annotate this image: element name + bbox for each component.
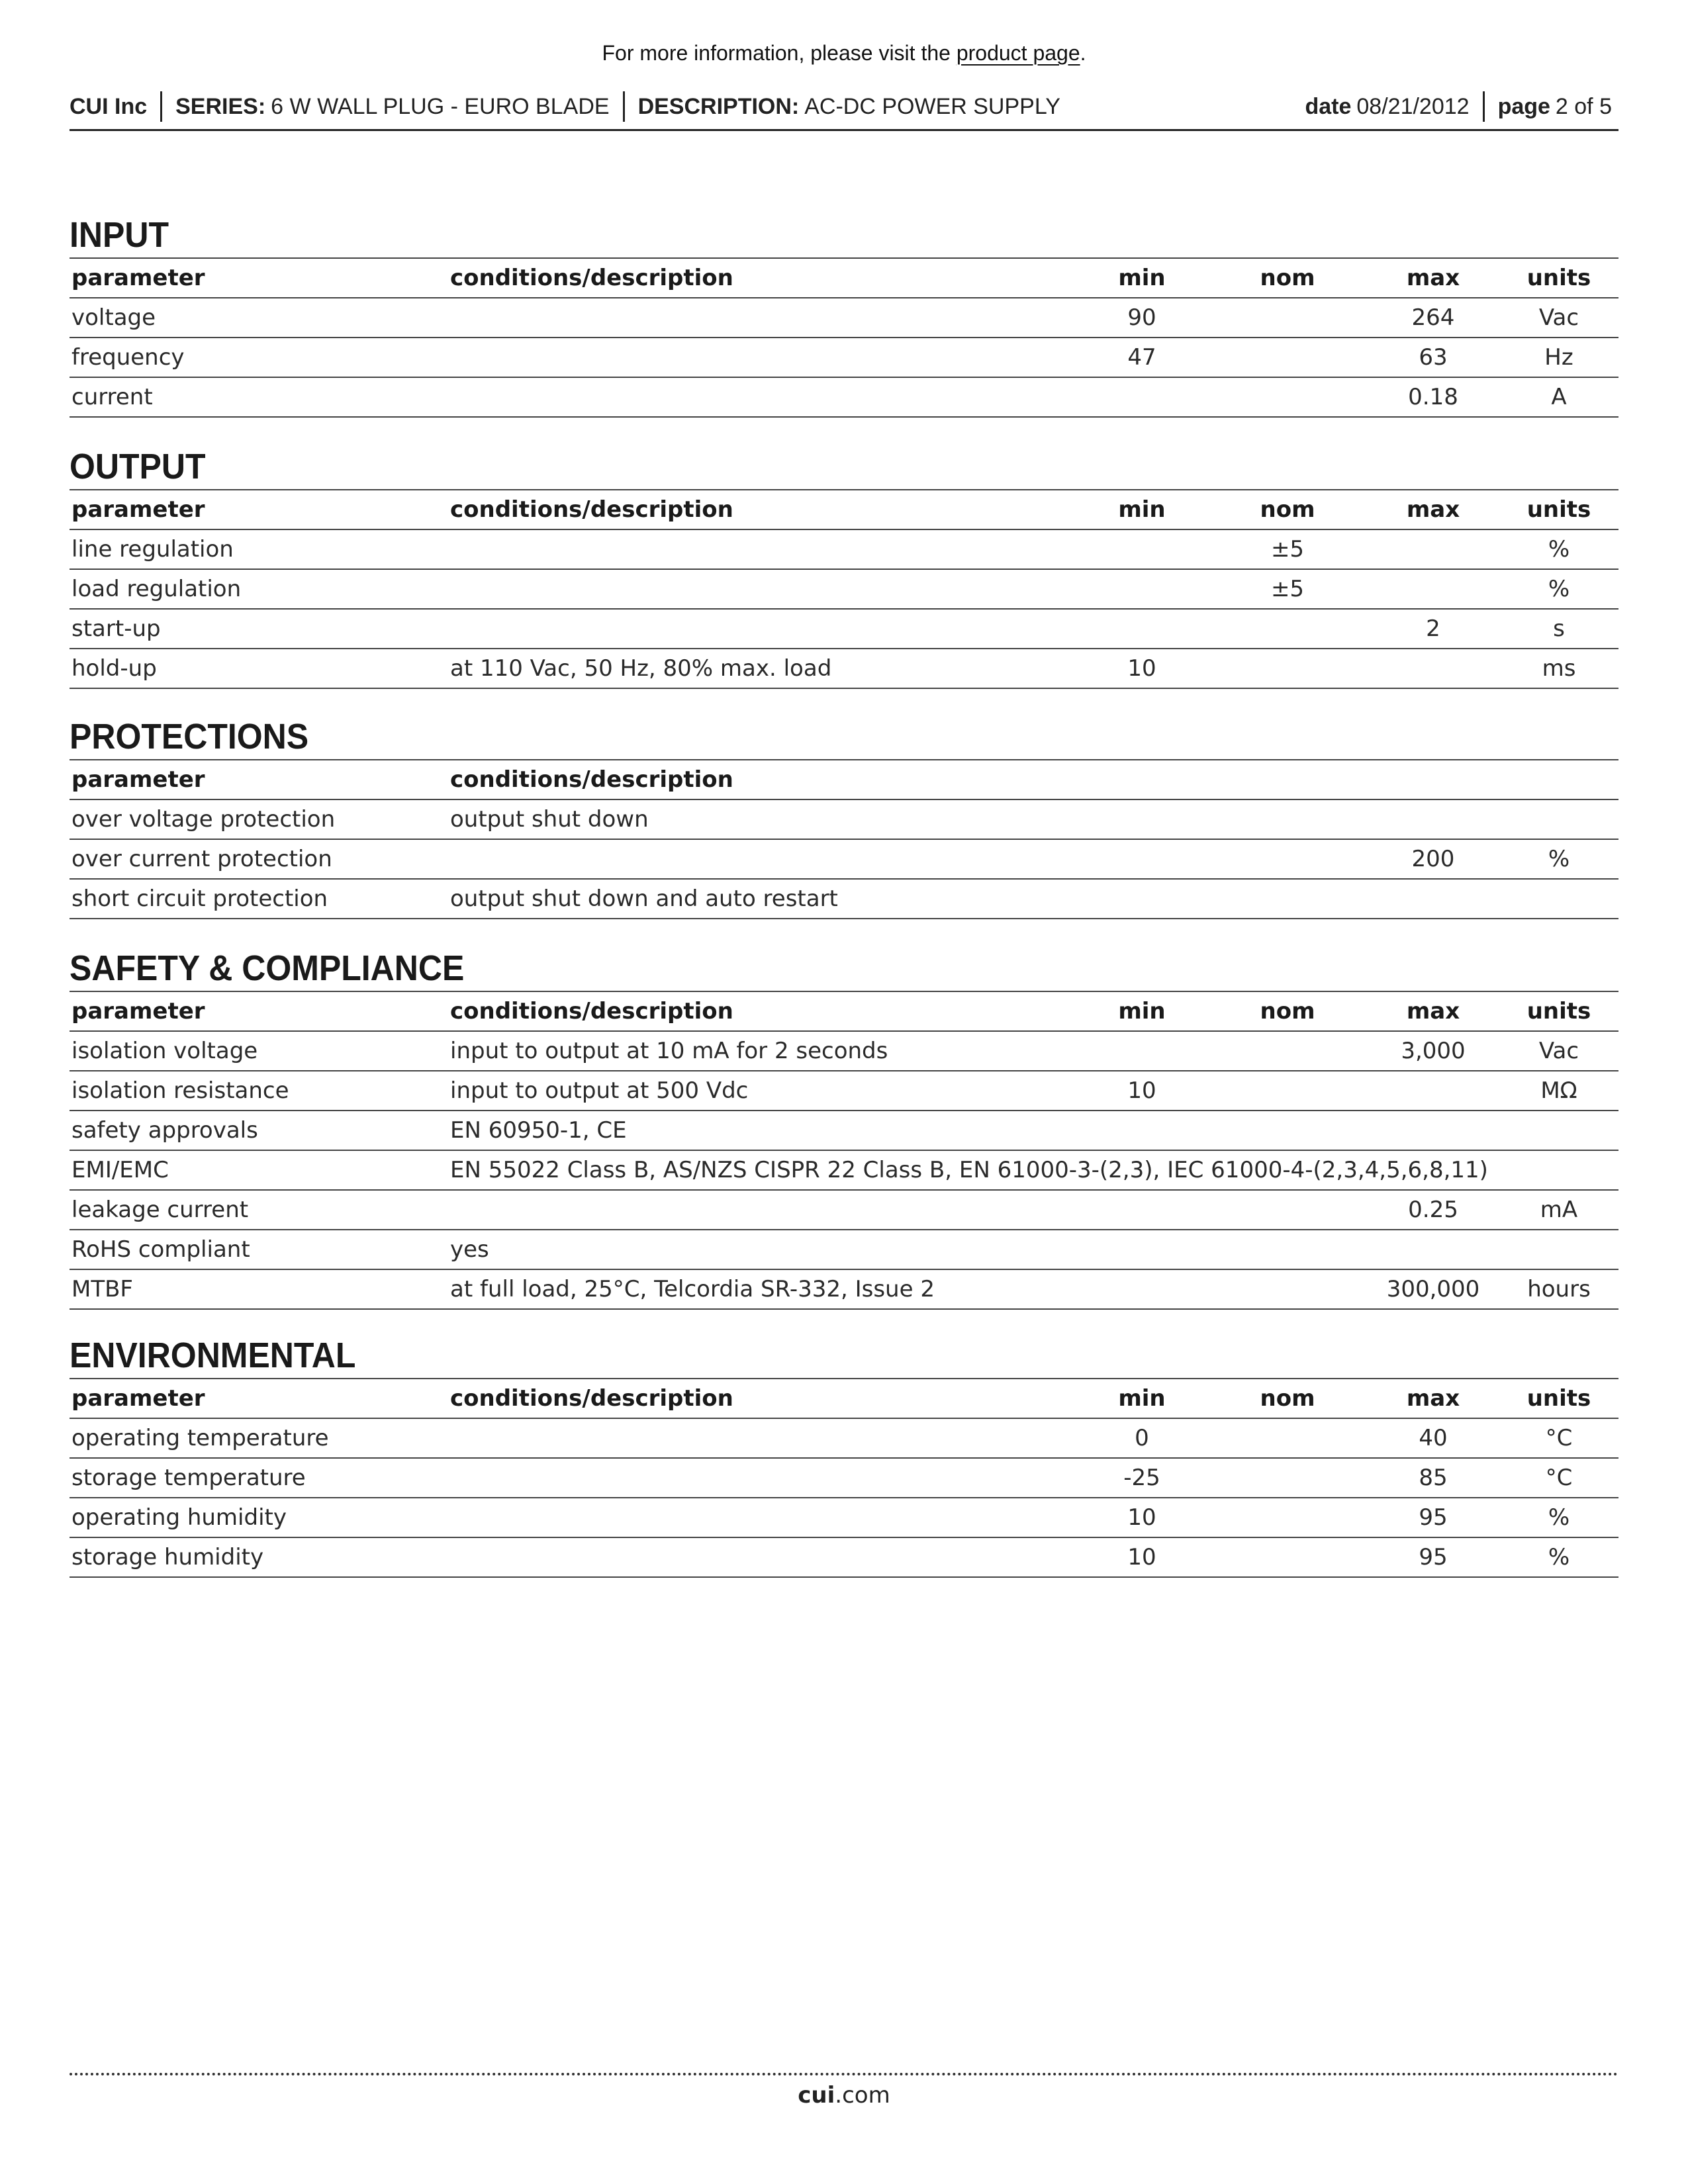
column-header-nom: nom bbox=[1208, 1379, 1367, 1418]
cell-nom: ±5 bbox=[1208, 569, 1367, 609]
cell-units bbox=[1499, 879, 1618, 919]
table-row bbox=[70, 1150, 1618, 1190]
table-row bbox=[70, 1230, 1618, 1269]
cell-conditions bbox=[448, 338, 1076, 377]
table-row bbox=[70, 1418, 1618, 1458]
cell-parameter: frequency bbox=[70, 338, 448, 377]
table-row bbox=[70, 1269, 1618, 1309]
cell-units: mA bbox=[1499, 1190, 1618, 1230]
column-header-conditions: conditions/description bbox=[448, 258, 1076, 298]
cell-parameter: isolation resistance bbox=[70, 1071, 448, 1111]
table-row bbox=[70, 1111, 1618, 1150]
cell-nom bbox=[1208, 799, 1367, 839]
column-header-conditions: conditions/description bbox=[448, 490, 1076, 529]
column-header-max: max bbox=[1367, 991, 1499, 1031]
cell-min bbox=[1076, 1269, 1208, 1309]
cell-max bbox=[1367, 649, 1499, 688]
cell-conditions bbox=[448, 377, 1076, 417]
column-header-parameter: parameter bbox=[70, 1379, 448, 1418]
column-header-units: units bbox=[1499, 991, 1618, 1031]
footer-divider bbox=[70, 2073, 1618, 2075]
cell-max: 3,000 bbox=[1367, 1031, 1499, 1071]
header-divider bbox=[1483, 91, 1485, 122]
cell-min bbox=[1076, 1230, 1208, 1269]
table-row bbox=[70, 1458, 1618, 1498]
column-header-max: max bbox=[1367, 1379, 1499, 1418]
cell-nom bbox=[1208, 298, 1367, 338]
cell-parameter: start-up bbox=[70, 609, 448, 649]
section-title: SAFETY & COMPLIANCE bbox=[70, 948, 465, 988]
table-header-row bbox=[70, 258, 1618, 298]
cell-parameter: voltage bbox=[70, 298, 448, 338]
header-divider bbox=[623, 91, 625, 122]
column-header-min: min bbox=[1076, 258, 1208, 298]
cell-units: MΩ bbox=[1499, 1071, 1618, 1111]
footer bbox=[0, 2082, 1688, 2109]
section-title: PROTECTIONS bbox=[70, 716, 309, 756]
cell-nom bbox=[1208, 1498, 1367, 1537]
cell-conditions: at full load, 25°C, Telcordia SR-332, Issue 2 bbox=[448, 1269, 1076, 1309]
table-header-row bbox=[70, 760, 1618, 799]
column-header-parameter: parameter bbox=[70, 760, 448, 799]
cell-min bbox=[1076, 1111, 1208, 1150]
cell-parameter: leakage current bbox=[70, 1190, 448, 1230]
cell-max: 300,000 bbox=[1367, 1269, 1499, 1309]
cell-conditions bbox=[448, 569, 1076, 609]
cell-nom bbox=[1208, 1031, 1367, 1071]
cell-units: % bbox=[1499, 1537, 1618, 1577]
cell-units: Hz bbox=[1499, 338, 1618, 377]
cell-units: A bbox=[1499, 377, 1618, 417]
cell-units: Vac bbox=[1499, 298, 1618, 338]
table-row bbox=[70, 799, 1618, 839]
cell-min: 10 bbox=[1076, 1498, 1208, 1537]
date-label: date bbox=[1305, 93, 1352, 119]
cell-conditions bbox=[448, 1498, 1076, 1537]
cell-parameter: isolation voltage bbox=[70, 1031, 448, 1071]
cell-conditions bbox=[448, 1537, 1076, 1577]
date-value: 08/21/2012 bbox=[1356, 93, 1470, 119]
cell-min bbox=[1076, 1190, 1208, 1230]
column-header-units: units bbox=[1499, 490, 1618, 529]
column-header-max: max bbox=[1367, 258, 1499, 298]
section-title: OUTPUT bbox=[70, 446, 206, 486]
cell-min: 90 bbox=[1076, 298, 1208, 338]
cell-parameter: operating temperature bbox=[70, 1418, 448, 1458]
cell-parameter: current bbox=[70, 377, 448, 417]
cell-units bbox=[1499, 1150, 1618, 1190]
table-row bbox=[70, 879, 1618, 919]
table-row bbox=[70, 609, 1618, 649]
cell-min bbox=[1076, 569, 1208, 609]
column-header-conditions: conditions/description bbox=[448, 991, 1076, 1031]
cell-max bbox=[1367, 529, 1499, 569]
cell-nom bbox=[1208, 1111, 1367, 1150]
cell-max bbox=[1367, 799, 1499, 839]
cell-max: 95 bbox=[1367, 1537, 1499, 1577]
spec-table bbox=[70, 489, 1618, 689]
section-input bbox=[70, 215, 1618, 418]
cell-max: 0.25 bbox=[1367, 1190, 1499, 1230]
table-row bbox=[70, 338, 1618, 377]
table-row bbox=[70, 839, 1618, 879]
cell-conditions: output shut down and auto restart bbox=[448, 879, 1076, 919]
cell-parameter: storage temperature bbox=[70, 1458, 448, 1498]
cell-units: % bbox=[1499, 839, 1618, 879]
table-row bbox=[70, 649, 1618, 688]
series-label: SERIES: bbox=[175, 93, 266, 119]
column-header-nom: nom bbox=[1208, 991, 1367, 1031]
cell-conditions bbox=[448, 609, 1076, 649]
page-label: page bbox=[1497, 93, 1550, 119]
cell-min bbox=[1076, 879, 1208, 919]
spec-table bbox=[70, 991, 1618, 1310]
cell-parameter: EMI/EMC bbox=[70, 1150, 448, 1190]
cell-units bbox=[1499, 799, 1618, 839]
cell-min bbox=[1076, 1031, 1208, 1071]
cell-min bbox=[1076, 799, 1208, 839]
cell-conditions bbox=[448, 1418, 1076, 1458]
description-value: AC-DC POWER SUPPLY bbox=[804, 93, 1060, 119]
cell-parameter: load regulation bbox=[70, 569, 448, 609]
cell-min: -25 bbox=[1076, 1458, 1208, 1498]
column-header-parameter: parameter bbox=[70, 490, 448, 529]
cell-min bbox=[1076, 609, 1208, 649]
table-row bbox=[70, 1071, 1618, 1111]
cell-nom bbox=[1208, 1230, 1367, 1269]
cell-conditions: input to output at 500 Vdc bbox=[448, 1071, 1076, 1111]
product-page-link[interactable]: product page bbox=[956, 41, 1080, 65]
cell-parameter: RoHS compliant bbox=[70, 1230, 448, 1269]
cell-max: 2 bbox=[1367, 609, 1499, 649]
cell-conditions bbox=[448, 529, 1076, 569]
cell-min bbox=[1076, 377, 1208, 417]
cell-parameter: safety approvals bbox=[70, 1111, 448, 1150]
cell-max: 85 bbox=[1367, 1458, 1499, 1498]
column-header-max: max bbox=[1367, 490, 1499, 529]
spec-table bbox=[70, 1378, 1618, 1578]
cell-max: 264 bbox=[1367, 298, 1499, 338]
cell-nom bbox=[1208, 879, 1367, 919]
cell-min: 47 bbox=[1076, 338, 1208, 377]
cell-units: °C bbox=[1499, 1458, 1618, 1498]
cell-conditions: EN 55022 Class B, AS/NZS CISPR 22 Class B, EN 61000-3-(2,3), IEC 61000-4-(2,3,4,5,6,8,11) bbox=[448, 1150, 1076, 1190]
cell-conditions bbox=[448, 839, 1076, 879]
cell-parameter: hold-up bbox=[70, 649, 448, 688]
section-title: INPUT bbox=[70, 214, 169, 255]
cell-min bbox=[1076, 839, 1208, 879]
cell-max bbox=[1367, 1230, 1499, 1269]
cell-units: °C bbox=[1499, 1418, 1618, 1458]
column-header-min: min bbox=[1076, 1379, 1208, 1418]
column-header-nom: nom bbox=[1208, 258, 1367, 298]
cell-nom bbox=[1208, 609, 1367, 649]
table-header-row bbox=[70, 991, 1618, 1031]
page-value: 2 of 5 bbox=[1555, 93, 1612, 119]
table-row bbox=[70, 377, 1618, 417]
cell-max bbox=[1367, 1111, 1499, 1150]
cell-conditions: input to output at 10 mA for 2 seconds bbox=[448, 1031, 1076, 1071]
document-header bbox=[70, 85, 1618, 131]
cell-min: 10 bbox=[1076, 1537, 1208, 1577]
table-row bbox=[70, 1537, 1618, 1577]
table-row bbox=[70, 569, 1618, 609]
cell-nom bbox=[1208, 377, 1367, 417]
header-divider bbox=[160, 91, 162, 122]
cell-parameter: MTBF bbox=[70, 1269, 448, 1309]
footer-brand: cui bbox=[798, 2082, 835, 2109]
column-header-nom: nom bbox=[1208, 490, 1367, 529]
cell-min bbox=[1076, 529, 1208, 569]
cell-nom bbox=[1208, 1071, 1367, 1111]
section-protections bbox=[70, 717, 1618, 919]
section-environmental bbox=[70, 1336, 1618, 1578]
section-title: ENVIRONMENTAL bbox=[70, 1335, 356, 1375]
cell-parameter: line regulation bbox=[70, 529, 448, 569]
cell-max bbox=[1367, 879, 1499, 919]
cell-units: s bbox=[1499, 609, 1618, 649]
table-row bbox=[70, 1498, 1618, 1537]
column-header-parameter: parameter bbox=[70, 258, 448, 298]
cell-max: 200 bbox=[1367, 839, 1499, 879]
cell-nom bbox=[1208, 1418, 1367, 1458]
column-header-min: min bbox=[1076, 991, 1208, 1031]
cell-conditions: output shut down bbox=[448, 799, 1076, 839]
cell-nom bbox=[1208, 1190, 1367, 1230]
column-header-parameter: parameter bbox=[70, 991, 448, 1031]
spec-table bbox=[70, 759, 1618, 919]
column-header-conditions: conditions/description bbox=[448, 760, 1076, 799]
table-row bbox=[70, 1031, 1618, 1071]
cell-conditions: EN 60950-1, CE bbox=[448, 1111, 1076, 1150]
company-name: CUI Inc bbox=[70, 93, 148, 119]
cell-units: % bbox=[1499, 1498, 1618, 1537]
info-line bbox=[0, 41, 1688, 66]
cell-units: ms bbox=[1499, 649, 1618, 688]
cell-nom: ±5 bbox=[1208, 529, 1367, 569]
table-row bbox=[70, 1190, 1618, 1230]
cell-nom bbox=[1208, 1458, 1367, 1498]
table-header-row bbox=[70, 490, 1618, 529]
cell-units bbox=[1499, 1111, 1618, 1150]
section-safety-compliance bbox=[70, 948, 1618, 1310]
cell-units: % bbox=[1499, 529, 1618, 569]
cell-nom bbox=[1208, 1537, 1367, 1577]
spec-table bbox=[70, 257, 1618, 418]
cell-nom bbox=[1208, 649, 1367, 688]
cell-min: 10 bbox=[1076, 649, 1208, 688]
cell-max: 0.18 bbox=[1367, 377, 1499, 417]
cell-parameter: over voltage protection bbox=[70, 799, 448, 839]
cell-nom bbox=[1208, 839, 1367, 879]
cell-max: 95 bbox=[1367, 1498, 1499, 1537]
column-header-units: units bbox=[1499, 1379, 1618, 1418]
cell-min: 0 bbox=[1076, 1418, 1208, 1458]
footer-domain: .com bbox=[835, 2082, 890, 2109]
section-output bbox=[70, 447, 1618, 689]
cell-conditions: at 110 Vac, 50 Hz, 80% max. load bbox=[448, 649, 1076, 688]
cell-units bbox=[1499, 1230, 1618, 1269]
cell-nom bbox=[1208, 338, 1367, 377]
cell-min: 10 bbox=[1076, 1071, 1208, 1111]
cell-conditions: yes bbox=[448, 1230, 1076, 1269]
table-row bbox=[70, 529, 1618, 569]
cell-max: 63 bbox=[1367, 338, 1499, 377]
column-header-min: min bbox=[1076, 490, 1208, 529]
cell-parameter: operating humidity bbox=[70, 1498, 448, 1537]
cell-units: hours bbox=[1499, 1269, 1618, 1309]
cell-max bbox=[1367, 1071, 1499, 1111]
column-header-units: units bbox=[1499, 258, 1618, 298]
table-row bbox=[70, 298, 1618, 338]
cell-parameter: short circuit protection bbox=[70, 879, 448, 919]
series-value: 6 W WALL PLUG - EURO BLADE bbox=[271, 93, 610, 119]
info-prefix: For more information, please visit the bbox=[602, 41, 957, 65]
cell-max: 40 bbox=[1367, 1418, 1499, 1458]
info-suffix: . bbox=[1080, 41, 1086, 65]
column-header-conditions: conditions/description bbox=[448, 1379, 1076, 1418]
cell-nom bbox=[1208, 1269, 1367, 1309]
description-label: DESCRIPTION: bbox=[637, 93, 800, 119]
cell-units: % bbox=[1499, 569, 1618, 609]
cell-parameter: over current protection bbox=[70, 839, 448, 879]
table-header-row bbox=[70, 1379, 1618, 1418]
cell-parameter: storage humidity bbox=[70, 1537, 448, 1577]
cell-max bbox=[1367, 569, 1499, 609]
cell-conditions bbox=[448, 1458, 1076, 1498]
cell-conditions bbox=[448, 298, 1076, 338]
cell-units: Vac bbox=[1499, 1031, 1618, 1071]
cell-conditions bbox=[448, 1190, 1076, 1230]
